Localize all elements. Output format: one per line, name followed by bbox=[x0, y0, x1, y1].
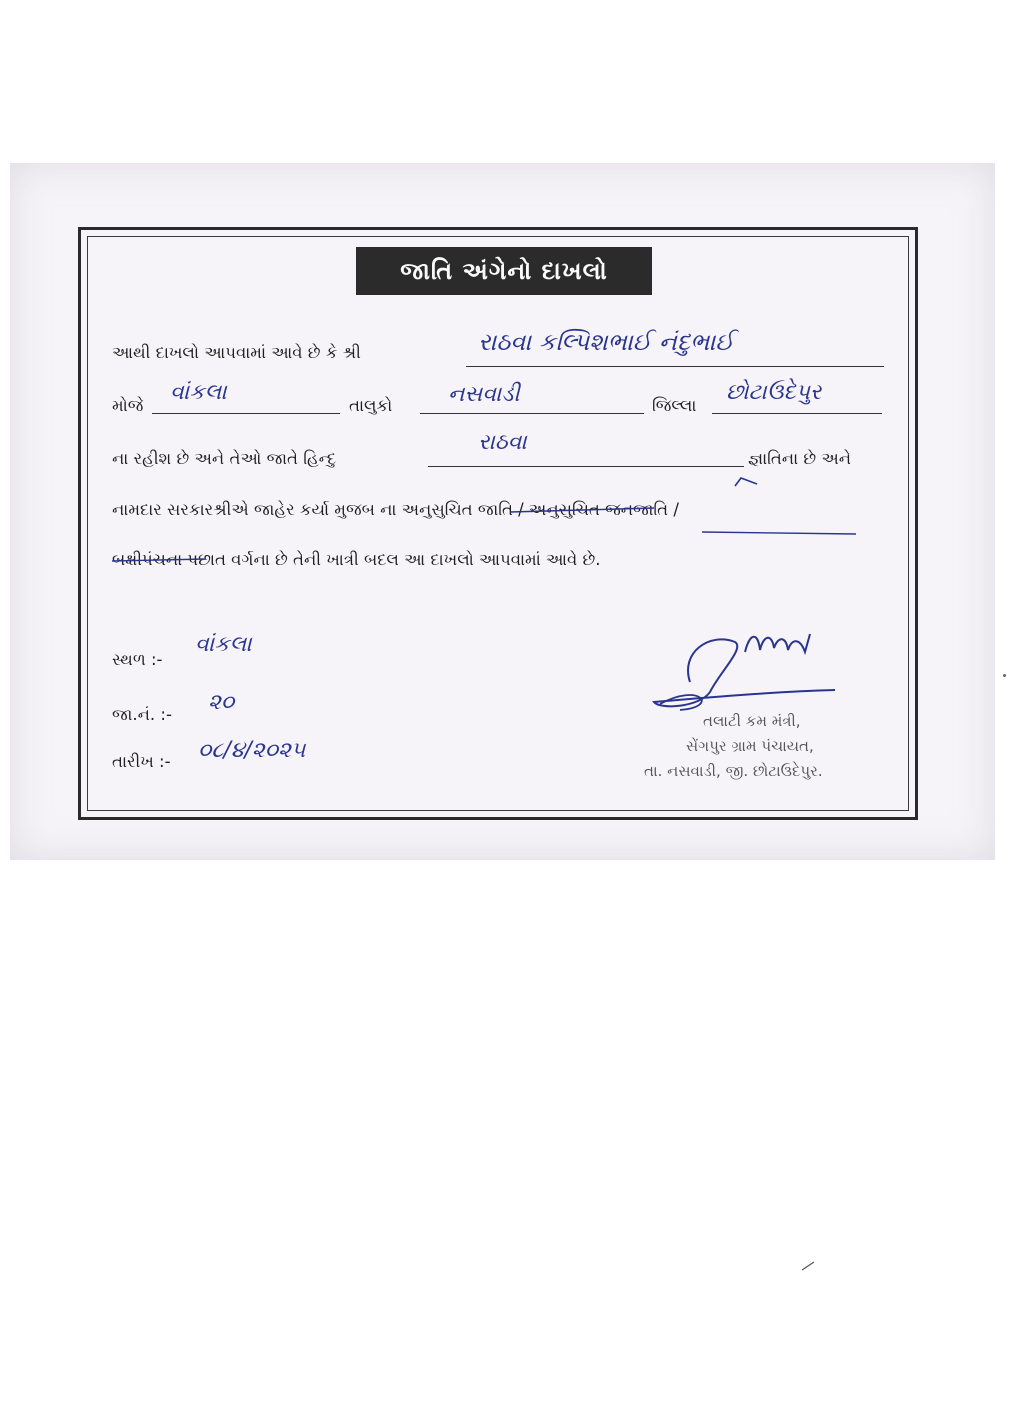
certificate-title: જાતિ અંગેનો દાખલો bbox=[356, 247, 652, 295]
handwritten-district: છોટાઉદેપુર bbox=[726, 380, 822, 405]
taluka-underline bbox=[420, 413, 644, 414]
office-designation: તલાટી કમ મંત્રી, bbox=[703, 712, 801, 730]
taluko-label: તાલુકો bbox=[349, 396, 393, 415]
underline-mark bbox=[700, 526, 860, 540]
line1-prefix: આથી દાખલો આપવામાં આવે છે કે શ્રી bbox=[112, 343, 361, 362]
handwritten-taluka: નસવાડી bbox=[448, 382, 520, 407]
jillo-label: જિલ્લા bbox=[652, 396, 697, 415]
handwritten-caste: રાઠવા bbox=[478, 430, 527, 455]
scan-speck bbox=[1003, 674, 1006, 677]
line3-prefix: ના રહીશ છે અને તેઓ જાતે હિન્દુ bbox=[112, 449, 337, 468]
date-label: તારીખ :- bbox=[112, 752, 171, 771]
district-underline bbox=[712, 413, 882, 414]
office-panchayat: સેંગપુર ગ્રામ પંચાયત, bbox=[686, 737, 814, 755]
handwritten-name: રાઠવા કલ્પિશભાઈ નંદુભાઈ bbox=[478, 328, 734, 356]
village-underline bbox=[152, 413, 340, 414]
office-address: તા. નસવાડી, જી. છોટાઉદેપુર. bbox=[644, 762, 823, 780]
handwritten-date: ૦૮/૪/૨૦૨૫ bbox=[198, 738, 306, 763]
scan-mark bbox=[800, 1260, 816, 1272]
handwritten-tick-mark bbox=[733, 476, 759, 490]
signature bbox=[640, 612, 850, 722]
moje-label: મોજે bbox=[112, 396, 144, 415]
number-label: જા.નં. :- bbox=[112, 705, 172, 724]
line5-text: બક્ષીપંચના પછાત વર્ગના છે તેની ખાત્રી બદલ આ દાખલો આપવામાં આવે છે. bbox=[112, 550, 601, 569]
handwritten-village: વાંકલા bbox=[170, 380, 227, 405]
name-underline bbox=[466, 366, 884, 367]
strikethrough-mark-2 bbox=[110, 551, 210, 571]
place-label: સ્થળ :- bbox=[112, 650, 163, 669]
line3-suffix: જ્ઞાતિના છે અને bbox=[748, 449, 852, 468]
handwritten-place: વાંકલા bbox=[195, 632, 252, 657]
line4-text: નામદાર સરકારશ્રીએ જાહેર કર્યા મુજબ ના અનુસુચિત જાતિ / અનુસુચિત જનજાતિ / bbox=[112, 500, 679, 519]
caste-underline bbox=[428, 466, 744, 467]
strikethrough-mark bbox=[508, 500, 658, 520]
handwritten-number: ૨૦ bbox=[208, 690, 235, 715]
